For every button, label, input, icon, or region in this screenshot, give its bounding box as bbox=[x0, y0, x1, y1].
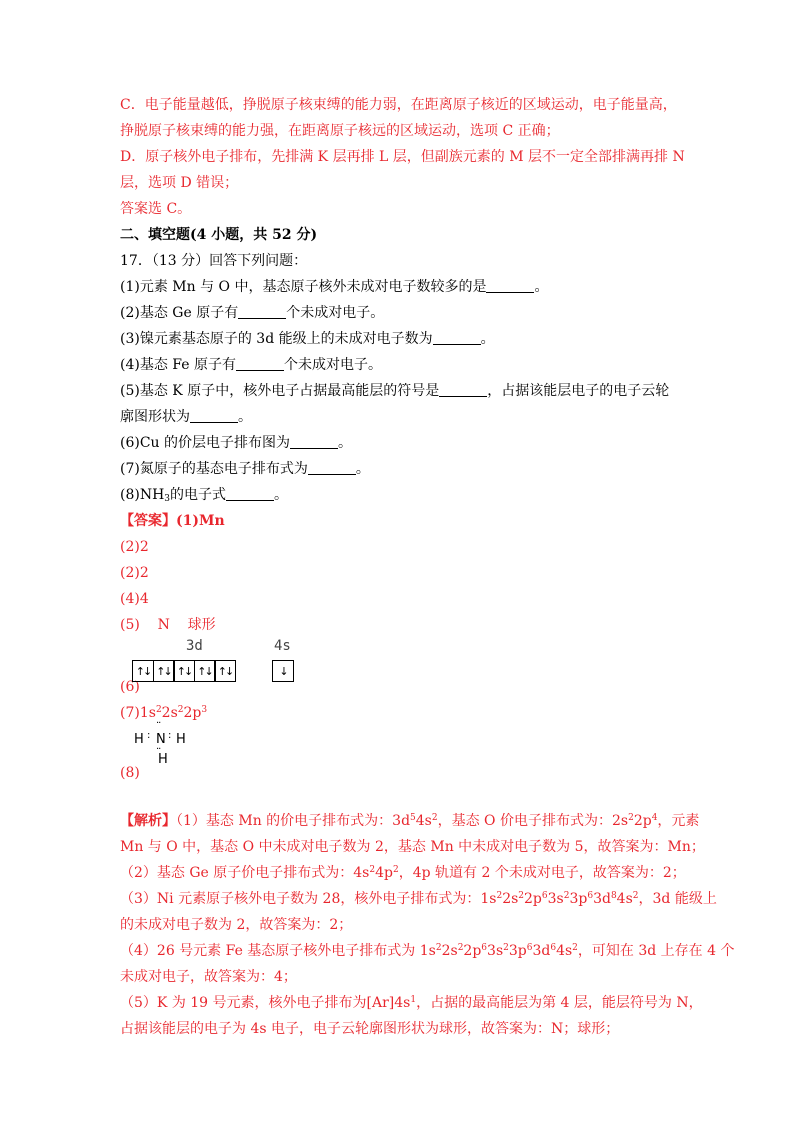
orbital-box: ↑↓ bbox=[153, 660, 175, 682]
nh3-dots-top: ·· bbox=[156, 718, 161, 729]
question-17-7: (7)氮原子的基态电子排布式为 。 bbox=[120, 461, 370, 477]
nh3-dots-right: : bbox=[168, 730, 171, 741]
answer-7: $(7)1s^22s^22p^3$ bbox=[120, 705, 208, 721]
nh3-electron-formula bbox=[120, 718, 680, 770]
answer-blank bbox=[290, 434, 338, 449]
orbital-box: ↓ bbox=[272, 660, 294, 682]
answer-4: (4)4 bbox=[120, 591, 149, 607]
analysis-1: 【解析】（1）基态 Mn 的价电子排布式为：$3d^54s^2$，基态 O 价电子排布式为：$2s^22p^4$，元素 bbox=[120, 813, 700, 829]
answer-3: (2)2 bbox=[120, 565, 149, 581]
analysis-5: （5）K 为 19 号元素，核外电子排布为$[Ar]4s^1$，占据的最高能层为第 4 层，能层符号为 N， bbox=[120, 995, 703, 1011]
answer-blank bbox=[236, 356, 284, 371]
answer-blank bbox=[238, 304, 286, 319]
analysis-4-line2: 未成对电子，故答案为：4； bbox=[120, 969, 297, 985]
nh3-n: N bbox=[156, 732, 166, 747]
nh3-h-right: H bbox=[176, 732, 186, 747]
explanation-c-line1: C．电子能量越低，挣脱原子核束缚的能力弱，在距离原子核近的区域运动，电子能量高， bbox=[120, 97, 677, 113]
orbital-boxes-3d bbox=[132, 660, 235, 682]
analysis-4: （4）26 号元素 Fe 基态原子核外电子排布式为 $1s^22s^22p^63s^23p^63d^64s^2$，可知在 3d 上存在 4 个 bbox=[120, 943, 735, 959]
question-17-5: (5)基态 K 原子中，核外电子占据最高能层的符号是 ，占据该能层电子的电子云轮 bbox=[120, 383, 670, 399]
orbital-box-4s bbox=[272, 660, 293, 682]
orbital-box: ↑↓ bbox=[194, 660, 216, 682]
orbital-box: ↑↓ bbox=[214, 660, 236, 682]
analysis-3: （3）Ni 元素原子核外电子数为 28，核外电子排布式为：$1s^22s^22p^63s^23p^63d^84s^2$，3d 能级上 bbox=[120, 891, 717, 907]
answer-blank bbox=[190, 408, 238, 423]
orbital-box: ↑↓ bbox=[173, 660, 195, 682]
answer-blank bbox=[439, 382, 487, 397]
section-heading: 二、填空题(4 小题，共 52 分) bbox=[120, 227, 318, 243]
answer-blank bbox=[433, 330, 481, 345]
question-17-4: (4)基态 Fe 原子有 个未成对电子。 bbox=[120, 357, 382, 373]
answer-2: (2)2 bbox=[120, 539, 149, 555]
answer-blank bbox=[308, 460, 356, 475]
answer-8: (8) bbox=[120, 765, 140, 781]
answer-choice: 答案选 C。 bbox=[120, 201, 192, 217]
explanation-c-line2: 挣脱原子核束缚的能力强，在距离原子核远的区域运动，选项 C 正确； bbox=[120, 123, 560, 139]
question-17-header: 17．（13 分）回答下列问题： bbox=[120, 253, 308, 269]
answer-blank bbox=[226, 486, 274, 501]
nh3-h-bottom: H bbox=[158, 752, 168, 767]
question-17-3: (3)镍元素基态原子的 3d 能级上的未成对电子数为 。 bbox=[120, 331, 495, 347]
question-17-5-cont: 廓图形状为 。 bbox=[120, 409, 252, 425]
analysis-1-line2: Mn 与 O 中，基态 O 中未成对电子数为 2，基态 Mn 中未成对电子数为 5，故答案为：Mn； bbox=[120, 839, 705, 855]
answer-blank bbox=[486, 278, 534, 293]
answer-5: (5) N 球形 bbox=[120, 617, 216, 633]
answer-1: 【答案】(1)Mn bbox=[120, 513, 225, 529]
explanation-d-line2: 层，选项 D 错误； bbox=[120, 175, 239, 191]
analysis-3-line2: 的未成对电子数为 2，故答案为：2； bbox=[120, 917, 353, 933]
nh3-dots-bottom: ·· bbox=[156, 744, 161, 755]
answer-6: (6) bbox=[120, 679, 140, 695]
orbital-diagram bbox=[120, 638, 680, 686]
analysis-2: （2）基态 Ge 原子价电子排布式为：$4s^24p^2$，4p 轨道有 2 个未成对电子，故答案为：2； bbox=[120, 865, 686, 881]
orbital-label-3d: 3d bbox=[186, 638, 203, 654]
orbital-label-4s: 4s bbox=[274, 638, 291, 654]
question-17-6: (6)Cu 的价层电子排布图为 。 bbox=[120, 435, 353, 451]
document-page bbox=[120, 92, 735, 1042]
question-17-8: $(8)NH_3$的电子式 。 bbox=[120, 487, 289, 504]
nh3-h-left: H bbox=[134, 732, 144, 747]
explanation-d-line1: D．原子核外电子排布，先排满 K 层再排 L 层，但副族元素的 M 层不一定全部排满再排 N bbox=[120, 149, 685, 165]
orbital-box: ↑↓ bbox=[132, 660, 154, 682]
question-17-1: (1)元素 Mn 与 O 中，基态原子核外未成对电子数较多的是 。 bbox=[120, 279, 549, 295]
nh3-dots-left: : bbox=[147, 730, 150, 741]
analysis-5-line2: 占据该能层的电子为 4s 电子，电子云轮廓图形状为球形，故答案为：N；球形； bbox=[120, 1021, 620, 1037]
question-17-2: (2)基态 Ge 原子有 个未成对电子。 bbox=[120, 305, 385, 321]
